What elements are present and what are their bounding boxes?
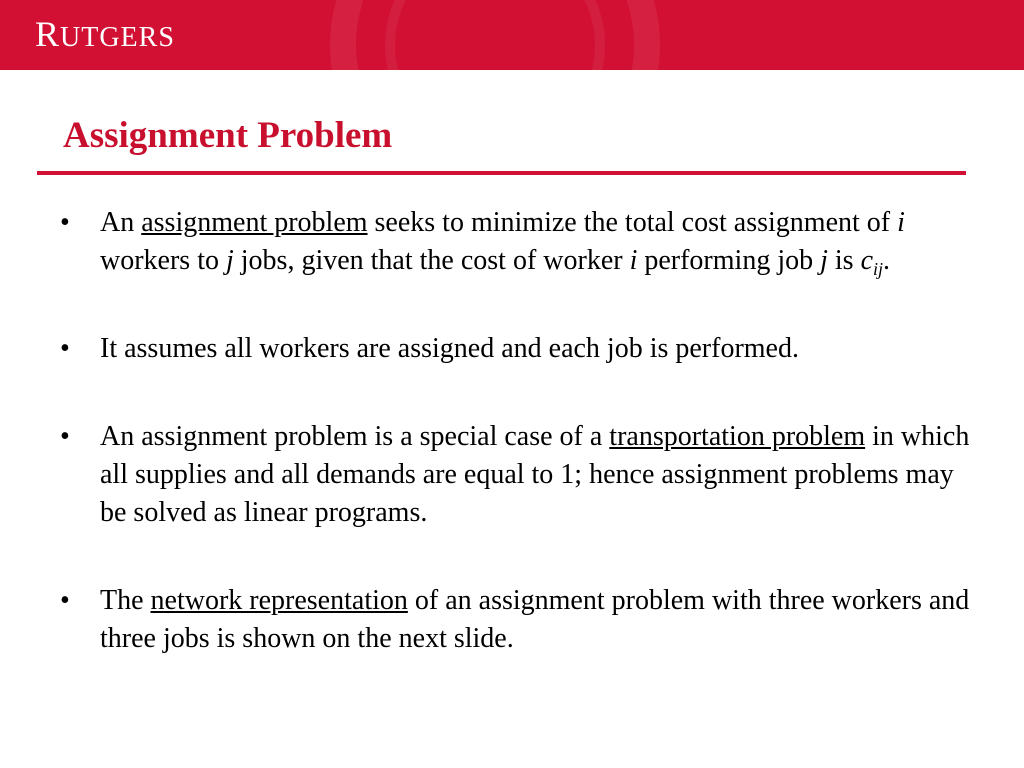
- var-j: j: [225, 245, 234, 276]
- var-c: c: [860, 245, 874, 276]
- bullet-text: It assumes all workers are assigned and each job is performed.: [100, 333, 799, 364]
- var-j: j: [820, 245, 828, 276]
- bullet-item-definition: [60, 204, 980, 280]
- bullet-item-network: [60, 582, 980, 658]
- bullet-text: An assignment problem seeks to minimize the total cost assignment of i workers to j jobs, given that the cost of worker i performing job j is $c_{ij}$.: [100, 207, 905, 279]
- term-assignment-problem: assignment problem: [141, 207, 368, 238]
- bullet-text: An assignment problem is a special case of a transportation problem in which all supplies and all demands are equal to 1; hence assignment problems may be solved as linear programs.: [100, 421, 970, 528]
- rutgers-logo: [35, 14, 175, 58]
- term-network-representation: network representation: [150, 585, 408, 616]
- bullet-dot: •: [60, 421, 70, 452]
- bullet-list: [60, 204, 980, 708]
- header-banner: [0, 0, 1024, 70]
- slide-title: Assignment Problem: [63, 115, 393, 156]
- title-divider: [37, 171, 966, 175]
- bullet-item-assumption: [60, 330, 980, 368]
- var-i: i: [897, 207, 905, 238]
- term-transportation-problem: transportation problem: [609, 421, 866, 452]
- var-i: i: [629, 245, 638, 276]
- bullet-dot: •: [60, 333, 70, 364]
- bullet-text: The network representation of an assignment problem with three workers and three jobs is shown on the next slide.: [100, 585, 970, 654]
- bullet-dot: •: [60, 207, 70, 238]
- bullet-dot: •: [60, 585, 70, 616]
- rutgers-seal-inner-ring: [385, 0, 605, 70]
- var-c-subscript: ij: [873, 259, 884, 279]
- logo-first-letter: R: [35, 14, 61, 54]
- logo-rest: UTGERS: [60, 22, 175, 53]
- bullet-item-special-case: [60, 418, 980, 532]
